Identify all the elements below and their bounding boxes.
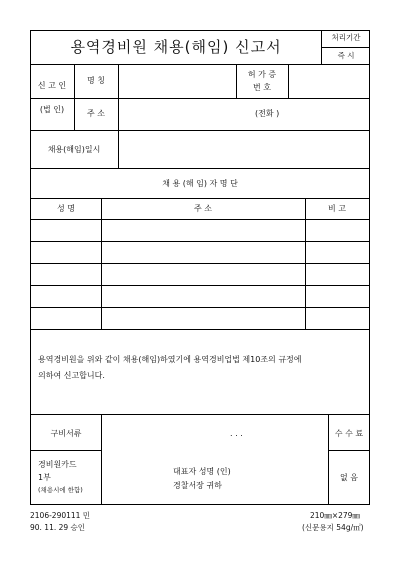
form-number: 2106-290111 민 bbox=[30, 511, 91, 520]
employment-date-field[interactable] bbox=[119, 131, 369, 167]
representative-signature: 대표자 성명 (인) bbox=[173, 467, 231, 476]
rule-fee-mid bbox=[328, 450, 370, 451]
roster-col-name: 성 명 bbox=[57, 204, 75, 213]
required-doc-item: 경비원카드 bbox=[38, 460, 77, 469]
col-fee-left bbox=[328, 414, 329, 505]
form-title: 용역경비원 채용(해임) 신고서 bbox=[70, 38, 282, 56]
col-docs-right bbox=[101, 414, 102, 505]
declaration-line-2: 의하여 신고합니다. bbox=[38, 371, 105, 380]
police-chief-recipient: 경찰서장 귀하 bbox=[173, 481, 222, 490]
required-doc-count: 1부 bbox=[38, 473, 51, 482]
col-license-left bbox=[236, 64, 237, 98]
roster-row[interactable] bbox=[31, 242, 369, 262]
address-label: 주 소 bbox=[87, 109, 105, 118]
fee-value: 없 음 bbox=[340, 473, 358, 482]
phone-label: (전화 ) bbox=[255, 109, 280, 118]
required-doc-note: (채용시에 한함) bbox=[38, 486, 83, 494]
license-label-number: 번 호 bbox=[253, 83, 271, 92]
rule-roster-title-bottom bbox=[30, 198, 370, 199]
license-label: 허 가 증 bbox=[247, 70, 277, 79]
declaration-line-1: 용역경비원을 위와 같이 채용(해임)하였기에 용역경비업법 제10조의 규정에 bbox=[38, 355, 302, 364]
rule-declaration-bottom bbox=[30, 414, 370, 415]
paper-type: (신문용지 54g/㎡) bbox=[302, 523, 364, 532]
required-docs-label: 구비서류 bbox=[50, 429, 82, 438]
roster-col-address: 주 소 bbox=[194, 204, 212, 213]
approval-date: 90. 11. 29 승인 bbox=[30, 523, 86, 532]
rule-docs-mid bbox=[30, 450, 101, 451]
paper-size: 210㎜×279㎜ bbox=[310, 511, 360, 520]
col-applicant-label bbox=[74, 64, 75, 130]
rule-roster-bottom bbox=[30, 329, 370, 330]
roster-title: 채 용 (해 임) 자 명 단 bbox=[162, 179, 238, 188]
name-field[interactable] bbox=[119, 65, 235, 97]
processing-period-value: 즉 시 bbox=[337, 51, 355, 60]
roster-row[interactable] bbox=[31, 286, 369, 306]
applicant-label: 신 고 인 bbox=[37, 81, 67, 90]
roster-col-note: 비 고 bbox=[328, 204, 346, 213]
roster-row[interactable] bbox=[31, 264, 369, 284]
roster-row[interactable] bbox=[31, 308, 369, 328]
col-period-left bbox=[321, 30, 322, 64]
processing-period-label: 처리기간 bbox=[331, 33, 361, 42]
rule-date-bottom bbox=[30, 168, 370, 169]
fee-label: 수 수 료 bbox=[334, 429, 364, 438]
employment-date-label: 채용(해임)일시 bbox=[47, 145, 101, 154]
license-number-field[interactable] bbox=[289, 65, 369, 97]
address-field[interactable] bbox=[119, 99, 369, 129]
roster-row[interactable] bbox=[31, 220, 369, 240]
rule-period-mid bbox=[321, 47, 370, 48]
name-label: 명 칭 bbox=[87, 76, 105, 85]
applicant-label-corp: (법 인) bbox=[39, 105, 65, 114]
submission-date: . . . bbox=[230, 429, 243, 438]
